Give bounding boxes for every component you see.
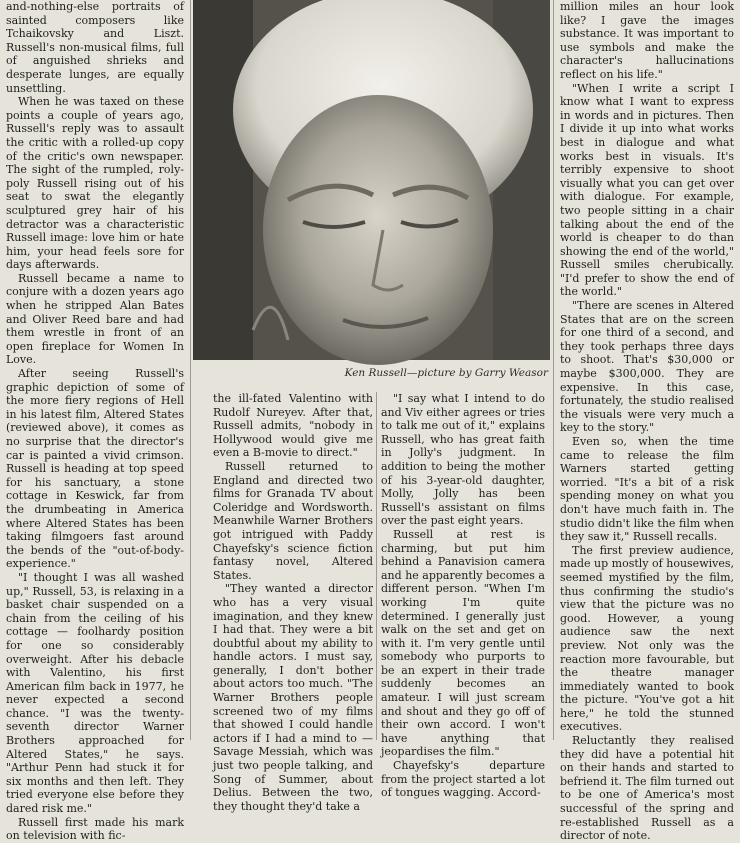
paragraph: Russell at rest is charming, but put him behind a Panavision camera and he apparently becomes a different person. "When I'm working I'm quite determined. I generally just walk on the set and get on with it. I'm very gentle until somebody who purports to be an expert in their trade suddenly becomes an amateur. I will just scream and shout and they go off of their own accord. I won't have anything that jeopardises the film." xyxy=(381,527,545,759)
article-column-4 xyxy=(560,0,734,843)
paragraph: After seeing Russell's graphic depiction of some of the more fiery regions of Hell in his latest film, Altered States (reviewed above), it comes as no surprise that the director's car is painted a vivid crimson. Russell is heading at top speed for his sanctuary, a stone cottage in Keswick, far from the drumbeating in America where Altered States has been taking filmgoers fast around the bends of the "out-of-body-experience." xyxy=(6,367,184,571)
column-rule xyxy=(553,0,554,740)
paragraph: Russell first made his mark on television with fic- xyxy=(6,815,184,843)
paragraph: the ill-fated Valentino with Rudolf Nureyev. After that, Russell admits, "nobody in Hollywood would give me even a B-movie to direct." xyxy=(213,392,373,460)
portrait-photo xyxy=(193,0,550,360)
paragraph: "When I write a script I know what I want to express in words and in pictures. Then I divide it up into what works best in dialogue and what works best in visuals. It's terribly expensive to shoot visually what you can get over with dialogue. For example, two people sitting in a chair talking about the end of the world is cheaper to do than showing the end of the world," Russell smiles cherubically. "I'd prefer to show the end of the world." xyxy=(560,81,734,299)
paragraph: Even so, when the time came to release the film Warners started getting worried. "It's a bit of a risk spending money on what you don't have much faith in. The studio didn't like the film when they saw it," Russell recalls. xyxy=(560,435,734,544)
photo-caption: Ken Russell—picture by Garry Weasor xyxy=(344,367,548,379)
paragraph: million miles an hour look like? I gave the images substance. It was important to use symbols and make the character's hallucinations reflect on his life." xyxy=(560,0,734,81)
portrait-illustration xyxy=(193,0,550,360)
paragraph: The first preview audience, made up mostly of housewives, seemed mystified by the film, thus confirming the studio's view that the picture was no good. However, a young audience saw the next preview. Not only was the reaction more favourable, but the theatre manager immediately wanted to book the picture. "You've got a hit here," he told the stunned executives. xyxy=(560,543,734,734)
paragraph: "They wanted a director who has a very visual imagination, and they knew I had that. They were a bit doubtful about my ability to handle actors. I must say, generally, I don't bother about actors too much. "The Warner Brothers people screened two of my films that showed I could handle actors if I had a mind to — Savage Messiah, which was just two people talking, and Song of Summer, about Delius. Between the two, they thought they'd take a xyxy=(213,582,373,813)
paragraph: When he was taxed on these points a couple of years ago, Russell's reply was to assault the critic with a rolled-up copy of the critic's own newspaper. The sight of the rumpled, roly-poly Russell rising out of his seat to swat the elegantly sculptured grey hair of his detractor was a characteristic Russell image: love him or hate him, your head feels sore for days afterwards. xyxy=(6,95,184,272)
article-column-3 xyxy=(381,392,545,800)
paragraph: Russell returned to England and directed two films for Granada TV about Coleridge and Wordsworth. Meanwhile Warner Brothers got intrigued with Paddy Chayefsky's science fiction fantasy novel, Altered States. xyxy=(213,459,373,582)
paragraph: Russell became a name to conjure with a dozen years ago when he stripped Alan Bates and Oliver Reed bare and had them wrestle in front of an open fireplace for Women In Love. xyxy=(6,271,184,367)
paragraph: Reluctantly they realised they did have a potential hit on their hands and started to befriend it. The film turned out to be one of America's most successful of the spring and re-established Russell as a director of note. xyxy=(560,734,734,843)
article-column-2 xyxy=(213,392,373,813)
column-rule xyxy=(190,0,191,740)
paragraph: "I thought I was all washed up," Russell, 53, is relaxing in a basket chair suspended on a chain from the ceiling of his cottage — foolhardy position for one so considerably overweight. After his debacle with Valentino, his first American film back in 1977, he never expected a second chance. "I was the twenty-seventh director Warner Brothers approached for Altered States," he says. "Arthur Penn had stuck it for six months and then left. They tried everyone else before they dared risk me." xyxy=(6,570,184,816)
paragraph: Chayefsky's departure from the project started a lot of tongues wagging. Accord- xyxy=(381,759,545,800)
paragraph: "I say what I intend to do and Viv either agrees or tries to talk me out of it," explains Russell, who has great faith in Jolly's judgment. In addition to being the mother of his 3-year-old daughter, Molly, Jolly has been Russell's assistant on films over the past eight years. xyxy=(381,392,545,528)
column-rule xyxy=(376,392,377,740)
paragraph: "There are scenes in Altered States that are on the screen for one third of a second, and they took perhaps three days to shoot. That's $30,000 or maybe $300,000. They are expensive. In this case, fortunately, the studio realised the visuals were very much a key to the story." xyxy=(560,299,734,435)
article-column-1 xyxy=(6,0,184,843)
paragraph: and-nothing-else portraits of sainted composers like Tchaikovsky and Liszt. Russell's non-musical films, full of anguished shrieks and desperate lunges, are equally unsettling. xyxy=(6,0,184,95)
